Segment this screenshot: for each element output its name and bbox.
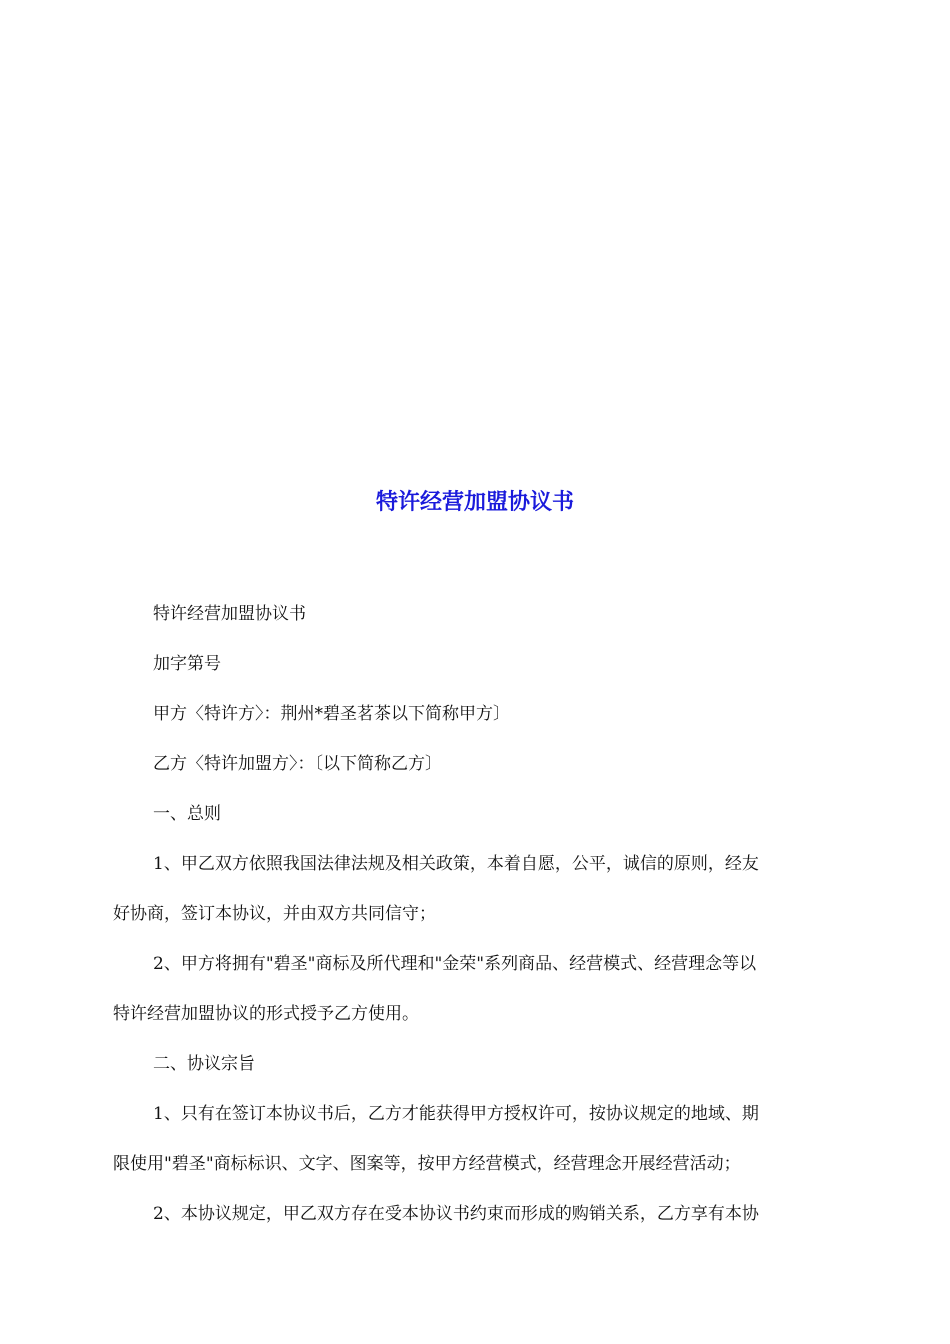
paragraph-general-2-line-1: 2、甲方将拥有"碧圣"商标及所代理和"金荣"系列商品、经营模式、经营理念等以: [153, 954, 757, 974]
document-title: 特许经营加盟协议书: [375, 490, 574, 515]
paragraph-general-1-line-1: 1、甲乙双方依照我国法律法规及相关政策，本着自愿，公平，诚信的原则，经友: [153, 854, 759, 874]
paragraph-general-2-line-2: 特许经营加盟协议的形式授予乙方使用。: [113, 1004, 419, 1024]
paragraph-purpose-1-line-2: 限使用"碧圣"商标标识、文字、图案等，按甲方经营模式，经营理念开展经营活动；: [113, 1154, 741, 1174]
section-heading-general: 一、总则: [153, 804, 221, 824]
paragraph-purpose-2-line-1: 2、本协议规定，甲乙双方存在受本协议书约束而形成的购销关系，乙方享有本协: [153, 1204, 759, 1224]
paragraph-heading: 特许经营加盟协议书: [153, 604, 306, 624]
paragraph-party-b: 乙方〈特许加盟方〉：〔以下简称乙方〕: [153, 754, 442, 774]
paragraph-party-a: 甲方〈特许方〉：荆州*碧圣茗茶以下简称甲方〕: [153, 704, 510, 724]
paragraph-purpose-1-line-1: 1、只有在签订本协议书后，乙方才能获得甲方授权许可，按协议规定的地域、期: [153, 1104, 759, 1124]
paragraph-contract-number: 加字第号: [153, 654, 221, 674]
section-heading-purpose: 二、协议宗旨: [153, 1054, 255, 1074]
document-body: [113, 602, 837, 1252]
paragraph-general-1-line-2: 好协商，签订本协议，并由双方共同信守；: [113, 904, 436, 924]
